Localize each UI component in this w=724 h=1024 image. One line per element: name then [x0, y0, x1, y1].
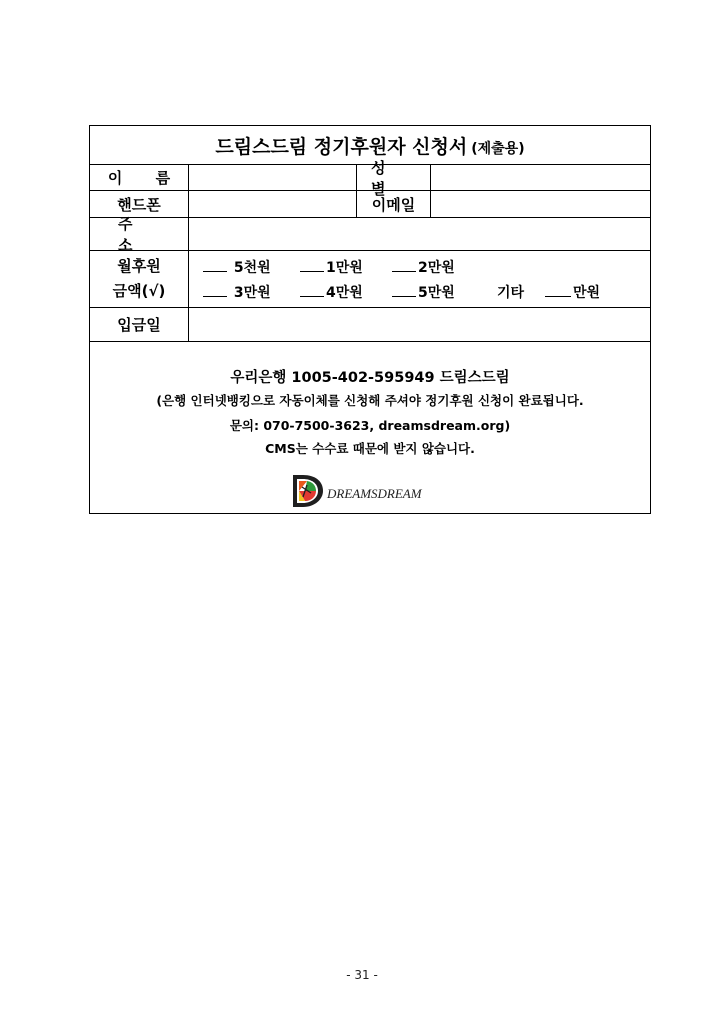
amount-option-10k[interactable]: 1만원: [300, 260, 363, 276]
address-field[interactable]: [189, 218, 650, 250]
amount-option-50k[interactable]: 5만원: [392, 285, 455, 301]
email-label: 이메일: [371, 195, 416, 214]
form-title: 드림스드림 정기후원자 신청서 (제출용): [215, 135, 525, 158]
form-title-sub: (제출용): [471, 140, 525, 157]
name-gender-row: [90, 158, 650, 198]
name-field[interactable]: [189, 165, 357, 190]
application-form: [89, 125, 651, 514]
email-field[interactable]: [431, 191, 650, 217]
amount-option-20k[interactable]: 2만원: [392, 260, 455, 276]
gender-field[interactable]: [431, 165, 650, 190]
dreamsdream-logo: [289, 471, 449, 511]
gender-label: 성 별: [371, 158, 400, 198]
name-label: 이 름: [107, 169, 185, 187]
monthly-amount-row: [90, 251, 650, 308]
page-number: - 31 -: [346, 968, 378, 982]
cms-notice: CMS는 수수료 때문에 받지 않습니다.: [265, 441, 475, 456]
address-row: [90, 215, 650, 254]
address-label: 주 소: [118, 215, 161, 254]
contact-info: 문의: 070-7500-3623, dreamsdream.org): [229, 418, 511, 433]
monthly-label-line2: 금액(√): [112, 282, 166, 300]
deposit-date-field[interactable]: [189, 308, 650, 341]
deposit-date-row: [90, 308, 650, 342]
amount-options: [189, 251, 650, 307]
dreamsdream-logo-icon: [289, 471, 449, 511]
amount-option-5k[interactable]: 5천원: [203, 260, 271, 276]
amount-option-30k[interactable]: 3만원: [203, 285, 271, 301]
phone-label: 핸드폰: [117, 195, 161, 214]
amount-option-other[interactable]: 만원: [545, 285, 600, 301]
bank-account-info: 우리은행 1005-402-595949 드림스드림: [230, 370, 510, 386]
phone-field[interactable]: [189, 191, 357, 217]
monthly-label-line1: 월후원: [117, 257, 161, 275]
deposit-date-label: 입금일: [117, 316, 161, 334]
amount-option-other-label: 기타: [497, 285, 525, 301]
auto-transfer-note: (은행 인터넷뱅킹으로 자동이체를 신청해 주셔야 정기후원 신청이 완료됩니다.: [156, 393, 584, 408]
amount-option-40k[interactable]: 4만원: [300, 285, 363, 301]
logo-wordmark: DREAMSDREAM: [327, 486, 422, 501]
